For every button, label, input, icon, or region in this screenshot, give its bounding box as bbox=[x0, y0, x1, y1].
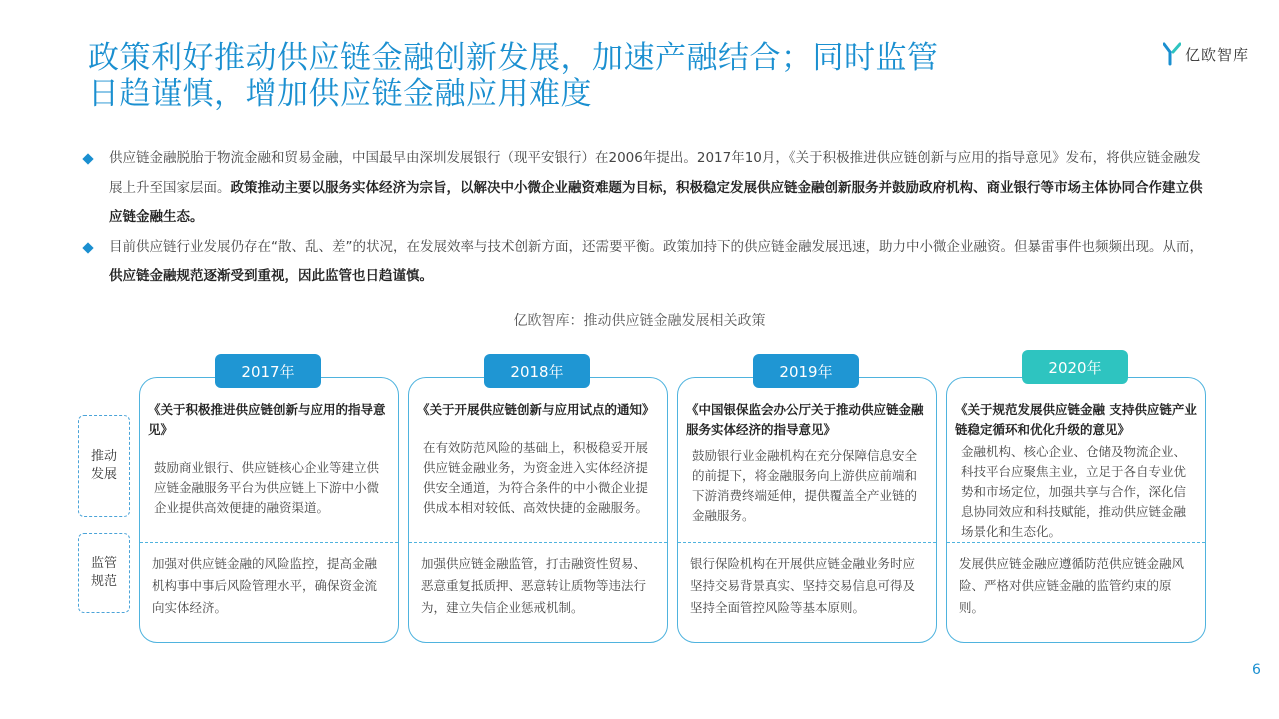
bullet-item bbox=[84, 144, 1209, 233]
yiou-logo-icon bbox=[1163, 42, 1181, 66]
regulate-text: 加强对供应链金融的风险监控，提高金融机构事中事后风险管理水平，确保资金流向实体经济。 bbox=[152, 556, 378, 615]
divider bbox=[947, 542, 1205, 543]
divider bbox=[409, 542, 667, 543]
year-badge-2020: 2020年 bbox=[1022, 350, 1128, 384]
side-label-promote-text: 推动发展 bbox=[90, 449, 117, 482]
diamond-bullet-icon bbox=[82, 153, 93, 164]
side-label-regulate-text: 监管规范 bbox=[90, 556, 117, 589]
title-line-1: 政策利好推动供应链金融创新发展，加速产融结合；同时监管 bbox=[88, 40, 939, 76]
year-badge-2018: 2018年 bbox=[484, 354, 590, 388]
promote-text: 在有效防范风险的基础上，积极稳妥开展供应链金融业务，为资金进入实体经济提供安全通道，为符合条件的中小微企业提供成本相对较低、高效快捷的金融服务。 bbox=[423, 440, 649, 515]
logo bbox=[1163, 42, 1249, 66]
promote-text: 金融机构、核心企业、仓储及物流企业、科技平台应聚焦主业，立足于各自专业优势和市场定位，加强共享与合作，深化信息协同效应和科技赋能，推动供应链金融场景化和生态化。 bbox=[961, 444, 1187, 539]
title-line-2: 日趋谨慎，增加供应链金融应用难度 bbox=[88, 76, 592, 112]
regulate-text: 发展供应链金融应遵循防范供应链金融风险、严格对供应链金融的监管约束的原则。 bbox=[959, 556, 1185, 615]
bullet-list bbox=[84, 144, 1209, 292]
logo-text: 亿欧智库 bbox=[1185, 45, 1250, 64]
policy-title: 《关于积极推进供应链创新与应用的指导意见》 bbox=[148, 402, 386, 437]
divider bbox=[140, 542, 398, 543]
promote-text: 鼓励商业银行、供应链核心企业等建立供应链金融服务平台为供应链上下游中小微企业提供高效便捷的融资渠道。 bbox=[154, 460, 380, 515]
policy-card-2017 bbox=[139, 377, 399, 643]
policy-card-2019 bbox=[677, 377, 937, 643]
bullet-item bbox=[84, 233, 1209, 292]
policy-card-2018 bbox=[408, 377, 668, 643]
figure-caption: 亿欧智库：推动供应链金融发展相关政策 bbox=[513, 313, 766, 329]
policy-title: 《中国银保监会办公厅关于推动供应链金融服务实体经济的指导意见》 bbox=[686, 402, 924, 437]
page-number: 6 bbox=[1252, 662, 1261, 678]
policy-title: 《关于规范发展供应链金融 支持供应链产业链稳定循环和优化升级的意见》 bbox=[955, 402, 1197, 437]
year-badge-2019: 2019年 bbox=[753, 354, 859, 388]
regulate-text: 银行保险机构在开展供应链金融业务时应坚持交易背景真实、坚持交易信息可得及坚持全面管控风险等基本原则。 bbox=[690, 556, 916, 615]
year-badge-2017: 2017年 bbox=[215, 354, 321, 388]
policy-title: 《关于开展供应链创新与应用试点的通知》 bbox=[417, 402, 655, 417]
diamond-bullet-icon bbox=[82, 242, 93, 253]
policy-card-2020 bbox=[946, 377, 1206, 643]
side-label-regulate bbox=[78, 533, 130, 613]
promote-text: 鼓励银行业金融机构在充分保障信息安全的前提下，将金融服务向上游供应前端和下游消费终端延伸，提供覆盖全产业链的金融服务。 bbox=[692, 448, 918, 523]
bullet-bold-text: 政策推动主要以服务实体经济为宗旨，以解决中小微企业融资难题为目标，积极稳定发展供应链金融创新服务并鼓励政府机构、商业银行等市场主体协同合作建立供应链金融生态。 bbox=[109, 179, 1203, 225]
bullet-text: 目前供应链行业发展仍存在“散、乱、差”的状况，在发展效率与技术创新方面，还需要平衡。政策加持下的供应链金融发展迅速，助力中小微企业融资。但暴雷事件也频频出现。从而， bbox=[109, 238, 1203, 255]
divider bbox=[678, 542, 936, 543]
bullet-bold-text: 供应链金融规范逐渐受到重视，因此监管也日趋谨慎。 bbox=[109, 268, 433, 284]
bullet-text: 供应链金融脱胎于物流金融和贸易金融，中国最早由深圳发展银行（现平安银行）在2006年提出。2017年10月，《关于积极推进供应链创新与应用的指导意见》发布，将供应链金融发展上升至国家层面。 bbox=[109, 150, 1201, 196]
side-label-promote bbox=[78, 415, 130, 517]
page-title bbox=[88, 40, 988, 112]
regulate-text: 加强供应链金融监管，打击融资性贸易、恶意重复抵质押、恶意转让质物等违法行为，建立失信企业惩戒机制。 bbox=[421, 556, 647, 615]
